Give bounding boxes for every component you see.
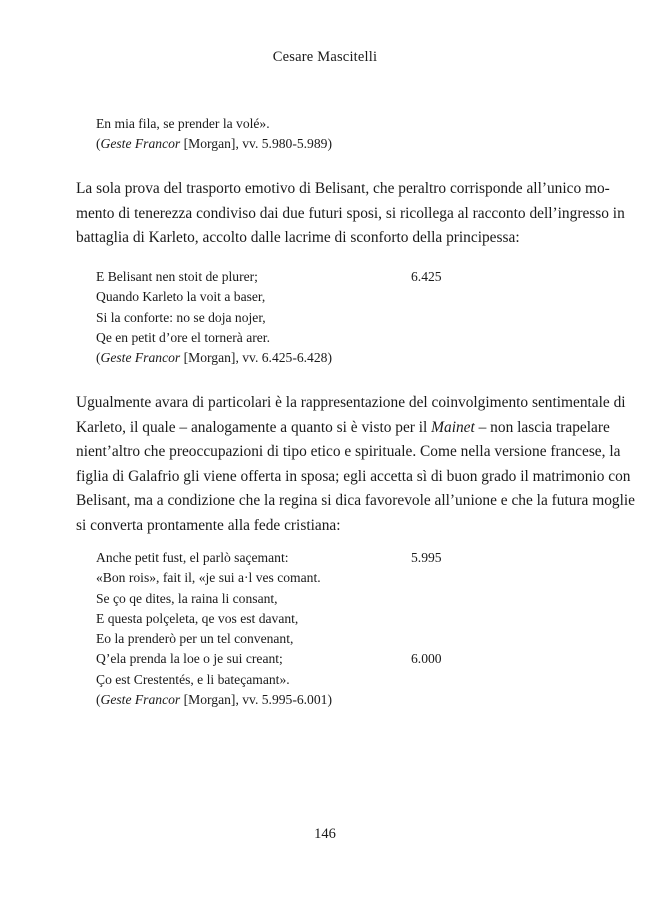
ref-paren: (: [96, 692, 101, 708]
verse-line: [96, 308, 536, 328]
verse-line: [96, 589, 536, 609]
verse-text: Q’ela prenda la loe o je sui creant;: [96, 651, 283, 667]
verse-reference: [96, 690, 536, 710]
running-head: Cesare Mascitelli: [272, 49, 378, 65]
paragraph-line: mento di tenerezza condiviso dai due futuri sposi, si ricollega al racconto dell’ingresso in: [76, 204, 625, 222]
verse-reference: [96, 134, 536, 154]
body-paragraph-2: [76, 391, 635, 539]
verse-quote-1: [96, 114, 536, 155]
verse-text: E questa polçeleta, qe vos est davant,: [96, 610, 299, 626]
ref-detail: [Morgan], vv. 5.995-6.001): [180, 692, 332, 708]
verse-line: [96, 328, 536, 348]
verse-text: Quando Karleto la voit a baser,: [96, 289, 266, 305]
verse-number: 5.995: [411, 550, 442, 565]
body-paragraph-1: [76, 177, 625, 251]
ref-detail: [Morgan], vv. 6.425-6.428): [180, 350, 332, 366]
verse-text: Si la conforte: no se doja nojer,: [96, 309, 266, 325]
verse-line: [96, 287, 536, 307]
verse-line: [96, 548, 536, 568]
paragraph-line: battaglia di Karleto, accolto dalle lacrime di sconforto della principessa:: [76, 229, 520, 247]
paragraph-line: Ugualmente avara di particolari è la rappresentazione del coinvolgimento sentimentale di: [76, 394, 626, 411]
verse-text: «Bon rois», fait il, «je sui a·l ves comant.: [96, 570, 321, 586]
line-text: – non lascia trapelare: [474, 418, 610, 436]
verse-text: En mia fila, se prender la volé».: [96, 116, 270, 131]
ref-paren: (: [96, 136, 101, 152]
verse-number: 6.425: [411, 269, 442, 284]
paragraph-line: si converta prontamente alla fede cristiana:: [76, 516, 341, 534]
paragraph-line: [76, 416, 610, 441]
verse-text: Ço est Crestentés, e li bateçamant».: [96, 671, 290, 687]
verse-text: E Belisant nen stoit de plurer;: [96, 269, 258, 284]
verse-line: [96, 568, 536, 588]
paragraph-line: figlia di Galafrio gli viene offerta in sposa; egli accetta sì di buon grado il matrimonio con: [76, 467, 631, 485]
verse-text: Anche petit fust, el parlò saçemant:: [96, 550, 289, 565]
ref-paren: (: [96, 350, 101, 366]
verse-quote-2: [96, 267, 536, 368]
paragraph-line: La sola prova del trasporto emotivo di Belisant, che peraltro corrisponde all’unico mo-: [76, 180, 610, 197]
ref-detail: [Morgan], vv. 5.980-5.989): [180, 136, 332, 152]
verse-text: Se ço qe dites, la raina li consant,: [96, 590, 278, 606]
line-text: Karleto, il quale – analogamente a quanto si è visto per il: [76, 418, 432, 436]
paragraph-line: nient’altro che preoccupazioni di tipo etico e spirituale. Come nella versione francese, la: [76, 443, 621, 461]
verse-line: [96, 114, 536, 134]
verse-quote-3: [96, 548, 536, 710]
work-title: Mainet: [431, 418, 475, 436]
work-title: Geste Francor: [100, 136, 181, 152]
work-title: Geste Francor: [100, 692, 181, 708]
verse-line: [96, 629, 536, 649]
verse-line: [96, 609, 536, 629]
page-number: 146: [314, 826, 336, 842]
verse-line: [96, 670, 536, 690]
verse-line: [96, 649, 536, 669]
verse-number: 6.000: [411, 651, 442, 667]
verse-text: Qe en petit d’ore el tornerà arer.: [96, 329, 270, 345]
work-title: Geste Francor: [100, 350, 181, 366]
verse-text: Eo la prenderò per un tel convenant,: [96, 631, 294, 647]
paragraph-line: Belisant, ma a condizione che la regina si dica favorevole all’unione e che la futura moglie: [76, 492, 635, 510]
verse-line: [96, 267, 536, 287]
verse-reference: [96, 348, 536, 368]
